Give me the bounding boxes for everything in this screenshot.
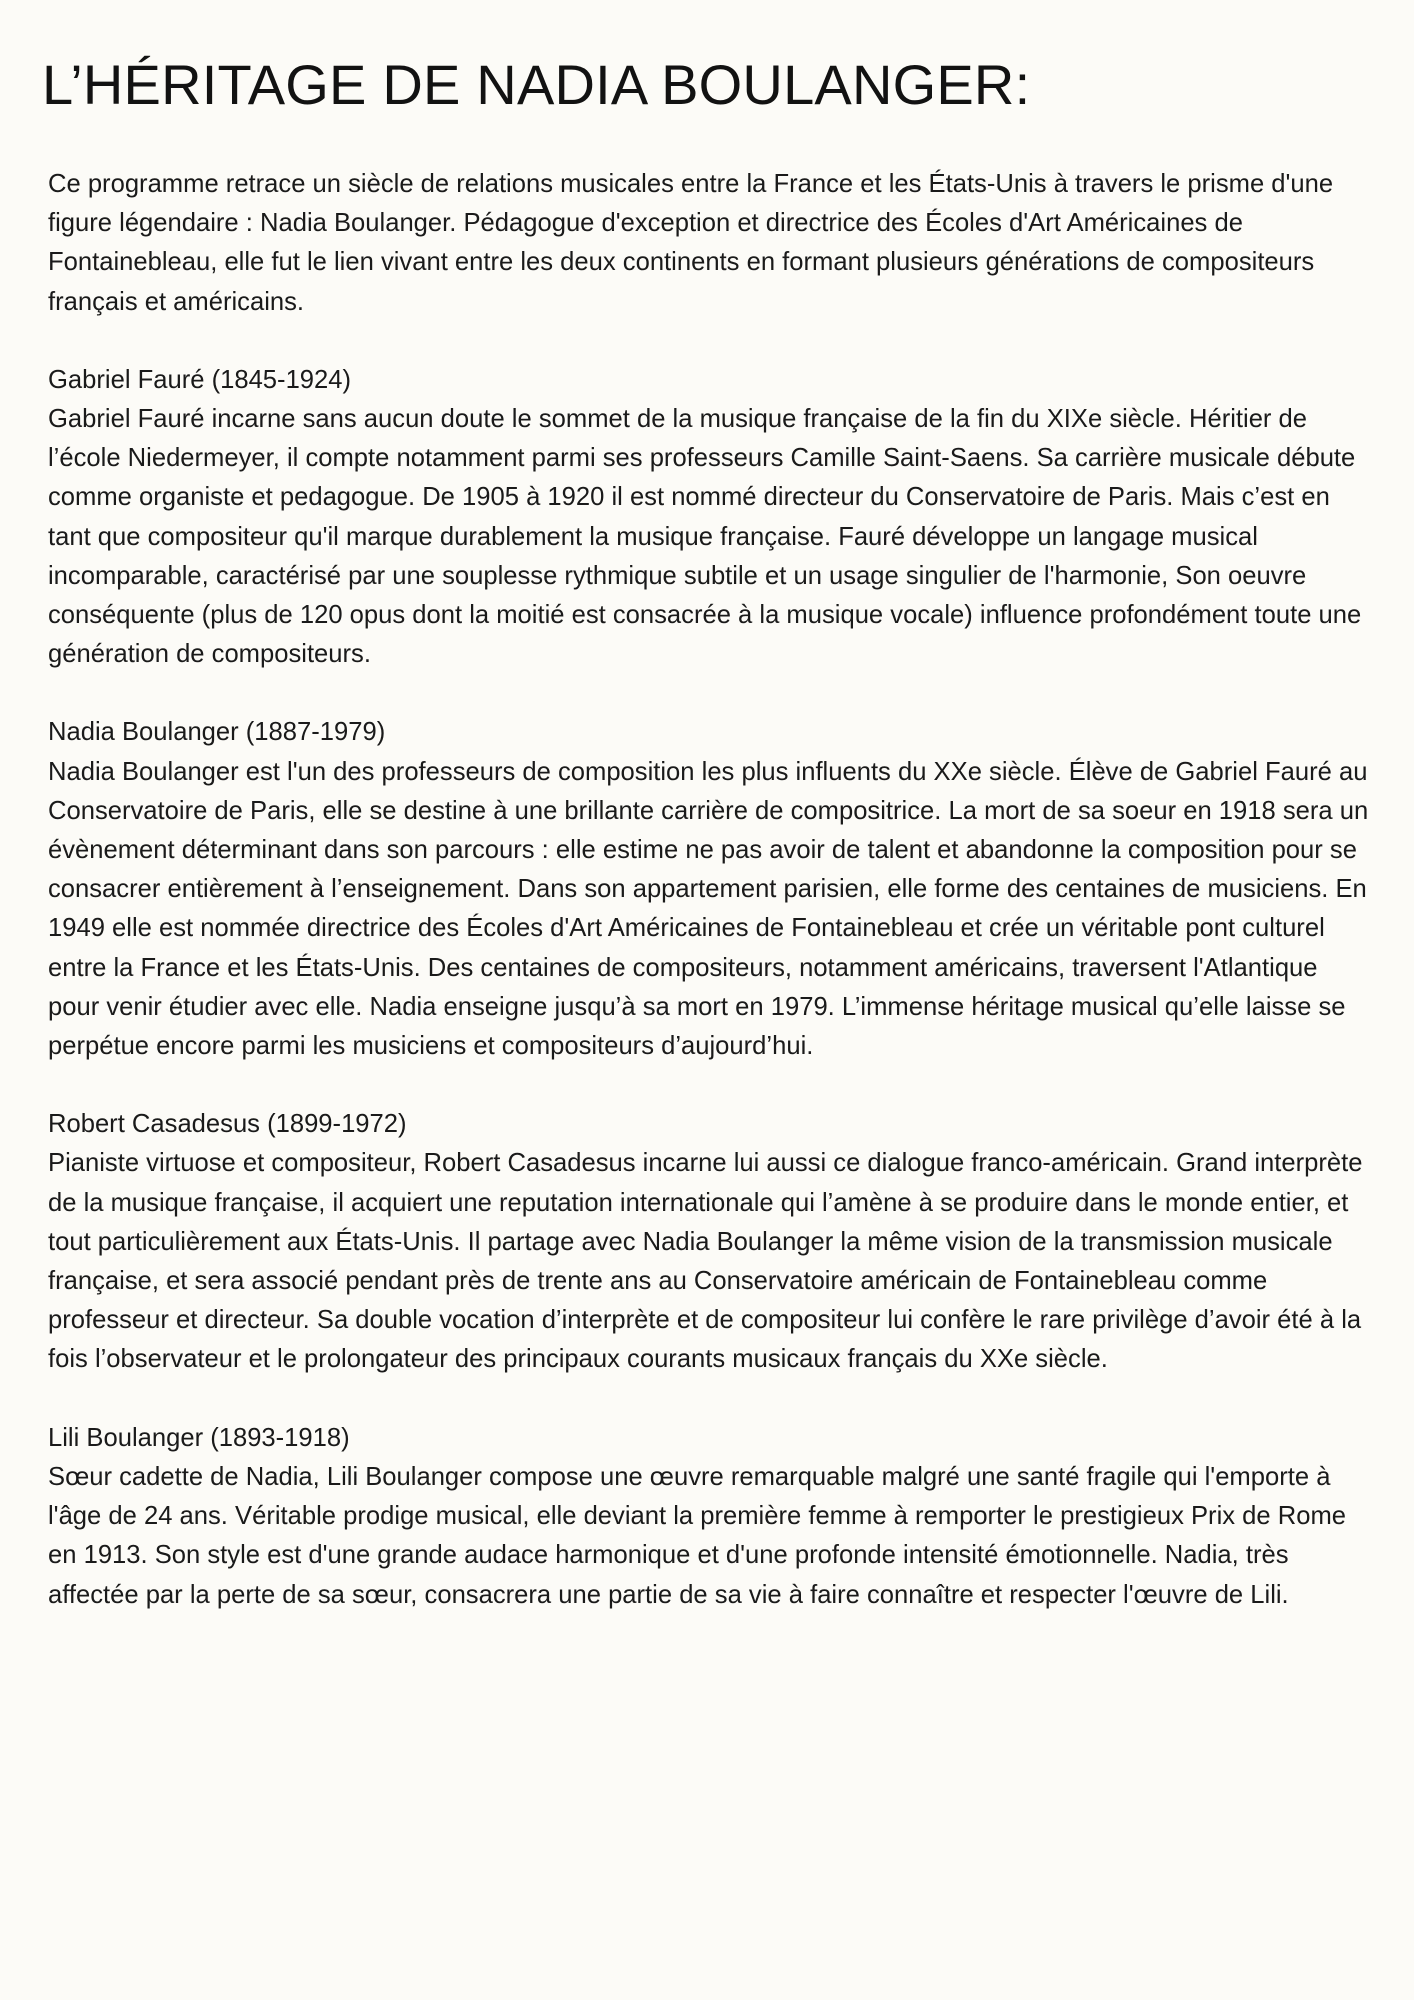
section-text-gabriel-faure: Gabriel Fauré incarne sans aucun doute le sommet de la musique française de la fin du XIXe siècle. Héritier de l’école Niedermeyer, il compte notamment parmi ses professeurs Camille Saint-Saens. Sa carrière musicale débute comme organiste et pedagogue. De 1905 à 1920 il est nommé directeur du Conservatoire de Paris. Mais c’est en tant que compositeur qu'il marque durablement la musique française. Fauré développe un langage musical incomparable, caractérisé par une souplesse rythmique subtile et un usage singulier de l'harmonie, Son oeuvre conséquente (plus de 120 opus dont la moitié est consacrée à la musique vocale) influence profondément toute une génération de compositeurs. <box>48 405 1362 669</box>
document-body <box>48 165 1374 1654</box>
intro-paragraph: Ce programme retrace un siècle de relations musicales entre la France et les États-Unis à travers le prisme d'une figure légendaire : Nadia Boulanger. Pédagogue d'exception et directrice des Écoles d'Art Américaines de Fontainebleau, elle fut le lien vivant entre les deux continents en formant plusieurs générations de compositeurs français et américains. <box>48 170 1334 316</box>
section-heading-nadia-boulanger: Nadia Boulanger (1887-1979) <box>48 718 386 747</box>
section-robert-casadesus <box>48 1105 1374 1379</box>
section-nadia-boulanger <box>48 713 1374 1066</box>
section-heading-lili-boulanger: Lili Boulanger (1893-1918) <box>48 1423 350 1452</box>
section-heading-gabriel-faure: Gabriel Fauré (1845-1924) <box>48 365 352 394</box>
section-text-robert-casadesus: Pianiste virtuose et compositeur, Robert Casadesus incarne lui aussi ce dialogue franco-américain. Grand interprète de la musique française, il acquiert une reputation internationale qui l’amène à se produire dans le monde entier, et tout particulièrement aux États-Unis. Il partage avec Nadia Boulanger la même vision de la transmission musicale française, et sera associé pendant près de trente ans au Conservatoire américain de Fontainebleau comme professeur et directeur. Sa double vocation d’interprète et de compositeur lui confère le rare privilège d’avoir été à la fois l’observateur et le prolongateur des principaux courants musicaux français du XXe siècle. <box>48 1149 1363 1374</box>
section-gabriel-faure <box>48 361 1374 675</box>
section-lili-boulanger <box>48 1419 1374 1615</box>
section-text-nadia-boulanger: Nadia Boulanger est l'un des professeurs de composition les plus influents du XXe siècle. Élève de Gabriel Fauré au Conservatoire de Paris, elle se destine à une brillante carrière de compositrice. La mort de sa soeur en 1918 sera un évènement déterminant dans son parcours : elle estime ne pas avoir de talent et abandonne la composition pour se consacrer entièrement à l’enseignement. Dans son appartement parisien, elle forme des centaines de musiciens. En 1949 elle est nommée directrice des Écoles d'Art Américaines de Fontainebleau et crée un véritable pont culturel entre la France et les États-Unis. Des centaines de compositeurs, notamment américains, traversent l'Atlantique pour venir étudier avec elle. Nadia enseigne jusqu’à sa mort en 1979. L’immense héritage musical qu’elle laisse se perpétue encore parmi les musiciens et compositeurs d’aujourd’hui. <box>48 757 1369 1061</box>
section-heading-robert-casadesus: Robert Casadesus (1899-1972) <box>48 1110 407 1139</box>
page-title: L’HÉRITAGE DE NADIA BOULANGER: <box>42 53 1031 116</box>
section-text-lili-boulanger: Sœur cadette de Nadia, Lili Boulanger compose une œuvre remarquable malgré une santé fragile qui l'emporte à l'âge de 24 ans. Véritable prodige musical, elle deviant la première femme à remporter le prestigieux Prix de Rome en 1913. Son style est d'une grande audace harmonique et d'une profonde intensité émotionnelle. Nadia, très affectée par la perte de sa sœur, consacrera une partie de sa vie à faire connaître et respecter l'œuvre de Lili. <box>48 1462 1347 1609</box>
